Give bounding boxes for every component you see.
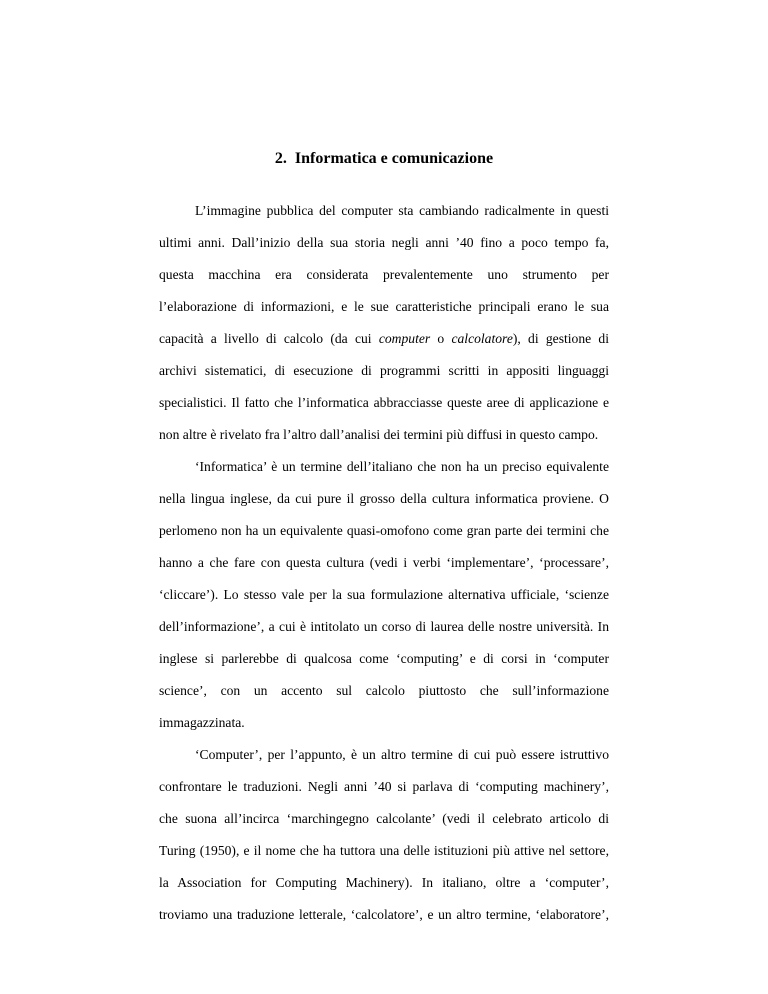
paragraph-1-line-2: ultimi anni. Dall’inizio della sua storia negli anni ’40 fino a poco tempo fa,	[159, 235, 609, 250]
line-5-text-a: capacità a livello di calcolo (da cui	[159, 331, 379, 346]
paragraph-2-line-2: nella lingua inglese, da cui pure il grosso della cultura informatica proviene. O	[159, 491, 609, 506]
term-calcolatore: calcolatore	[451, 331, 513, 346]
paragraph-1-line-4: l’elaborazione di informazioni, e le sue caratteristiche principali erano le sua	[159, 299, 609, 314]
paragraph-3-line-1: ‘Computer’, per l’appunto, è un altro termine di cui può essere istruttivo	[195, 747, 609, 762]
paragraph-2-line-6: dell’informazione’, a cui è intitolato un corso di laurea delle nostre università. In	[159, 619, 609, 634]
paragraph-1-line-6: archivi sistematici, di esecuzione di programmi scritti in appositi linguaggi	[159, 363, 609, 378]
term-computer: computer	[378, 331, 431, 346]
paragraph-1-line-8: non altre è rivelato fra l’altro dall’analisi dei termini più diffusi in questo campo.	[159, 427, 599, 442]
paragraph-2-line-4: hanno a che fare con questa cultura (vedi i verbi ‘implementare’, ‘processare’,	[159, 555, 609, 570]
paragraph-1-line-1: L’immagine pubblica del computer sta cambiando radicalmente in questi	[195, 203, 609, 218]
paragraph-2-line-3: perlomeno non ha un equivalente quasi-omofono come gran parte dei termini che	[159, 523, 609, 538]
paragraph-1-line-7: specialistici. Il fatto che l’informatica abbracciasse queste aree di applicazione e	[159, 395, 609, 410]
body-text	[159, 195, 609, 931]
line-5-text-b: o	[430, 331, 452, 346]
paragraph-2-line-9: immagazzinata.	[159, 715, 245, 730]
line-5-text-c: ), di gestione di	[512, 331, 609, 346]
paragraph-3-line-6: troviamo una traduzione letterale, ‘calcolatore’, e un altro termine, ‘elaboratore’,	[159, 907, 609, 922]
paragraph-3-line-4: Turing (1950), e il nome che ha tuttora una delle istituzioni più attive nel settore,	[159, 843, 609, 858]
paragraph-2-line-1: ‘Informatica’ è un termine dell’italiano che non ha un preciso equivalente	[195, 459, 609, 474]
paragraph-2-line-8: science’, con un accento sul calcolo piuttosto che sull’informazione	[159, 683, 609, 698]
paragraph-3-line-5: la Association for Computing Machinery). In italiano, oltre a ‘computer’,	[159, 875, 609, 890]
paragraph-2-line-5: ‘cliccare’). Lo stesso vale per la sua formulazione alternativa ufficiale, ‘scienze	[159, 587, 609, 602]
paragraph-1-line-3: questa macchina era considerata prevalentemente uno strumento per	[159, 267, 609, 282]
paragraph-1-line-5	[159, 323, 609, 355]
section-heading: 2. Informatica e comunicazione	[274, 150, 494, 167]
paragraph-2-line-7: inglese si parlerebbe di qualcosa come ‘computing’ e di corsi in ‘computer	[159, 651, 609, 666]
paragraph-3-line-2: confrontare le traduzioni. Negli anni ’40 si parlava di ‘computing machinery’,	[159, 779, 609, 794]
paragraph-3-line-3: che suona all’incirca ‘marchingegno calcolante’ (vedi il celebrato articolo di	[159, 811, 609, 826]
